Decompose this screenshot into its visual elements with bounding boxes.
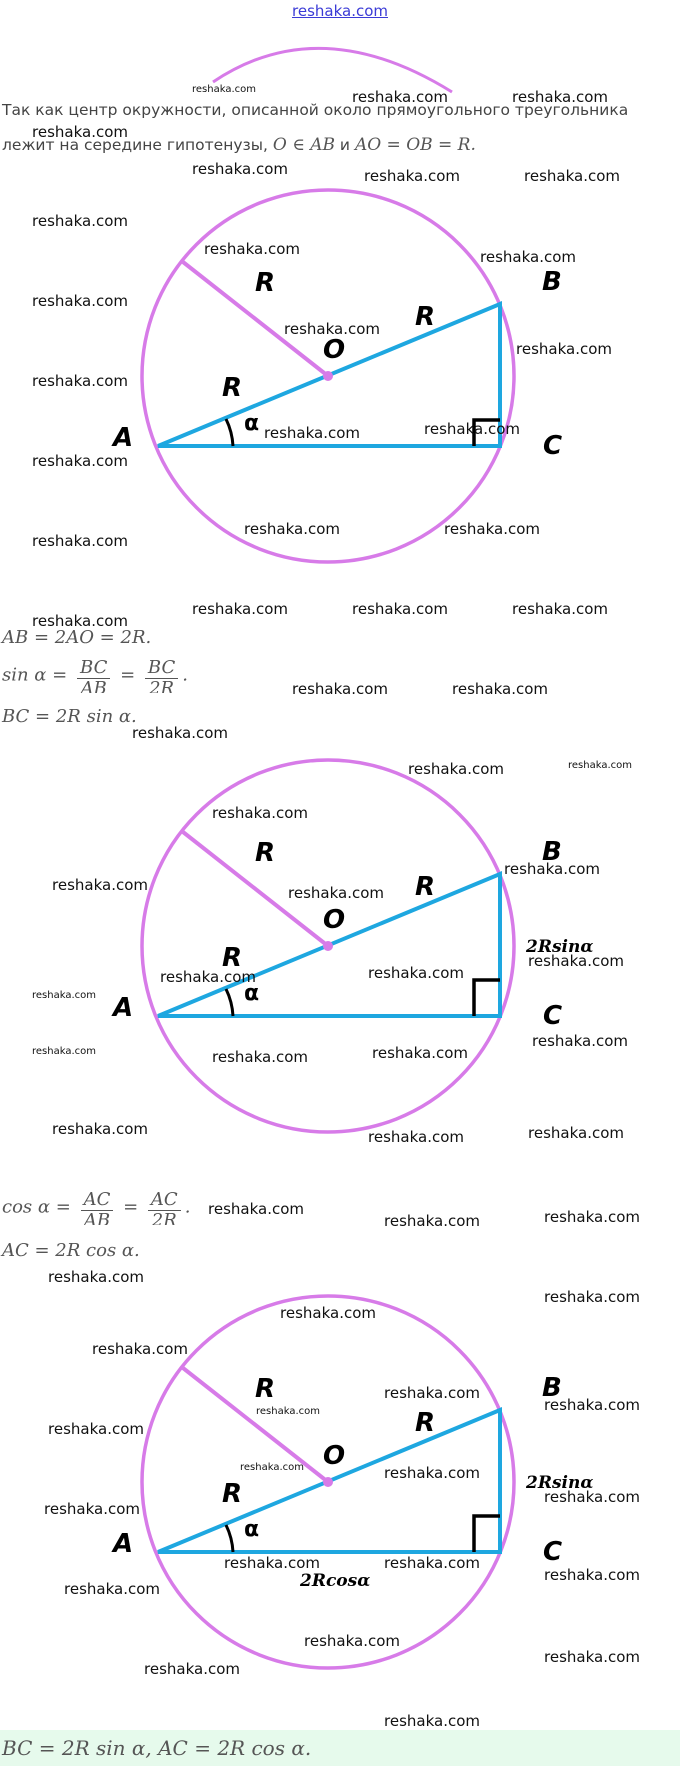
intro-math-membership: O ∈ AB [272, 135, 335, 155]
denominator: 2R [149, 678, 175, 693]
label-A: A [113, 423, 134, 453]
denominator: 2R [151, 1210, 177, 1225]
watermark: reshaka.com [212, 804, 308, 822]
final-result: BC = 2R sin α, AC = 2R cos α. [2, 1736, 312, 1760]
figure-2 [0, 750, 680, 1140]
watermark: reshaka.com [224, 1554, 320, 1572]
watermark: reshaka.com [544, 1488, 640, 1506]
watermark: reshaka.com [264, 424, 360, 442]
site-link[interactable]: reshaka.com [292, 2, 388, 20]
eq-sin-fraction-2 [145, 658, 178, 693]
watermark: reshaka.com [32, 212, 128, 230]
watermark: reshaka.com [32, 612, 128, 630]
label-C: C [543, 1001, 563, 1031]
watermark: reshaka.com [204, 240, 300, 258]
eq-sin-lhs: sin α = [2, 664, 68, 686]
numerator: BC [77, 658, 110, 679]
intro-and: и [339, 136, 350, 154]
watermark: reshaka.com [44, 1500, 140, 1518]
watermark: reshaka.com [352, 88, 448, 106]
label-B: B [542, 267, 562, 297]
watermark: reshaka.com [544, 1566, 640, 1584]
watermark: reshaka.com [424, 420, 520, 438]
angle-alpha-arc [226, 989, 233, 1016]
right-angle-mark [474, 980, 500, 1016]
watermark: reshaka.com [32, 1046, 96, 1057]
center-point [323, 371, 333, 381]
watermark: reshaka.com [504, 860, 600, 878]
label-C: C [543, 431, 563, 461]
numerator: AC [81, 1190, 114, 1211]
watermark: reshaka.com [368, 1128, 464, 1146]
watermark: reshaka.com [452, 680, 548, 698]
label-O: O [323, 905, 346, 935]
watermark: reshaka.com [32, 452, 128, 470]
eq-sin-fraction-1 [77, 658, 110, 693]
label-R-lower: R [222, 1479, 243, 1509]
numerator: BC [145, 658, 178, 679]
denominator: AB [83, 1210, 111, 1225]
watermark: reshaka.com [288, 884, 384, 902]
eq-cos-fraction-1 [81, 1190, 114, 1225]
watermark: reshaka.com [528, 1124, 624, 1142]
watermark: reshaka.com [544, 1208, 640, 1226]
watermark: reshaka.com [364, 167, 460, 185]
watermark: reshaka.com [512, 600, 608, 618]
eq-cos-lhs: cos α = [2, 1196, 71, 1218]
watermark: reshaka.com [32, 990, 96, 1001]
label-R-upper: R [255, 1374, 276, 1404]
label-R-upper: R [255, 268, 276, 298]
denominator: AB [80, 678, 107, 693]
label-A: A [113, 993, 134, 1023]
watermark: reshaka.com [192, 160, 288, 178]
eq-cos: cos α = $\frac{AC}{AB}$ = $\frac{AC}{2R}$ . [2, 1189, 191, 1225]
watermark: reshaka.com [544, 1648, 640, 1666]
angle-alpha-arc [226, 1525, 233, 1552]
watermark: reshaka.com [304, 1632, 400, 1650]
intro-line-1: Так как центр окружности, описанной около прямоугольного треугольника [2, 101, 629, 119]
watermark: reshaka.com [160, 968, 256, 986]
watermark: reshaka.com [280, 1304, 376, 1322]
watermark: reshaka.com [256, 1406, 320, 1417]
watermark: reshaka.com [284, 320, 380, 338]
label-C: C [543, 1537, 563, 1567]
watermark: reshaka.com [212, 1048, 308, 1066]
final-result-bar [0, 1730, 680, 1766]
watermark: reshaka.com [64, 1580, 160, 1598]
watermark: reshaka.com [192, 600, 288, 618]
watermark: reshaka.com [384, 1464, 480, 1482]
eq-cos-fraction-2 [148, 1190, 181, 1225]
label-R-lower: R [222, 943, 243, 973]
watermark: reshaka.com [532, 1032, 628, 1050]
watermark: reshaka.com [292, 680, 388, 698]
watermark: reshaka.com [528, 952, 624, 970]
watermark: reshaka.com [352, 600, 448, 618]
watermark: reshaka.com [480, 248, 576, 266]
label-B: B [542, 837, 562, 867]
watermark: reshaka.com [384, 1384, 480, 1402]
watermark: reshaka.com [544, 1288, 640, 1306]
label-R-right: R [415, 1408, 436, 1438]
watermark: reshaka.com [444, 520, 540, 538]
watermark: reshaka.com [92, 1340, 188, 1358]
label-R-upper: R [255, 838, 276, 868]
label-alpha: α [244, 411, 260, 436]
intro-line-2-text: лежит на середине гипотенузы, [2, 136, 268, 154]
label-B: B [542, 1373, 562, 1403]
label-alpha: α [244, 981, 260, 1006]
eq-bc: BC = 2R sin α. [2, 706, 137, 727]
watermark: reshaka.com [144, 1660, 240, 1678]
intro-math-equal-radii: AO = OB = R. [354, 135, 476, 155]
watermark: reshaka.com [240, 1462, 304, 1473]
eq-sin: sin α = $\frac{BC}{AB}$ = $\frac{BC}{2R}$ . [2, 657, 188, 693]
top-arc-fragment [0, 0, 680, 100]
numerator: AC [148, 1190, 181, 1211]
watermark: reshaka.com [132, 724, 228, 742]
label-ac-length: 2Rcosα [300, 1571, 371, 1591]
label-R-right: R [415, 302, 436, 332]
watermark: reshaka.com [524, 167, 620, 185]
watermark: reshaka.com [32, 292, 128, 310]
watermark: reshaka.com [516, 340, 612, 358]
center-point [323, 1477, 333, 1487]
watermark: reshaka.com [568, 760, 632, 771]
label-bc-length: 2Rsinα [526, 937, 594, 957]
watermark: reshaka.com [244, 520, 340, 538]
watermark: reshaka.com [32, 532, 128, 550]
center-point [323, 941, 333, 951]
label-R-lower: R [222, 373, 243, 403]
angle-alpha-arc [226, 419, 233, 446]
watermark: reshaka.com [192, 84, 256, 95]
watermark: reshaka.com [384, 1554, 480, 1572]
watermark: reshaka.com [372, 1044, 468, 1062]
watermark: reshaka.com [544, 1396, 640, 1414]
watermark: reshaka.com [52, 876, 148, 894]
eq-ab: AB = 2AO = 2R. [2, 627, 152, 648]
watermark: reshaka.com [368, 964, 464, 982]
watermark: reshaka.com [208, 1200, 304, 1218]
label-A: A [113, 1529, 134, 1559]
right-angle-mark [474, 1516, 500, 1552]
label-R-right: R [415, 872, 436, 902]
watermark: reshaka.com [48, 1268, 144, 1286]
label-O: O [323, 335, 346, 365]
watermark: reshaka.com [384, 1712, 480, 1730]
label-bc-length: 2Rsinα [526, 1473, 594, 1493]
label-alpha: α [244, 1517, 260, 1542]
watermark: reshaka.com [512, 88, 608, 106]
watermark: reshaka.com [32, 372, 128, 390]
watermark: reshaka.com [48, 1420, 144, 1438]
label-O: O [323, 1441, 346, 1471]
watermark: reshaka.com [32, 123, 128, 141]
eq-ac: AC = 2R cos α. [2, 1240, 140, 1261]
watermark: reshaka.com [52, 1120, 148, 1138]
watermark: reshaka.com [408, 760, 504, 778]
watermark: reshaka.com [384, 1212, 480, 1230]
